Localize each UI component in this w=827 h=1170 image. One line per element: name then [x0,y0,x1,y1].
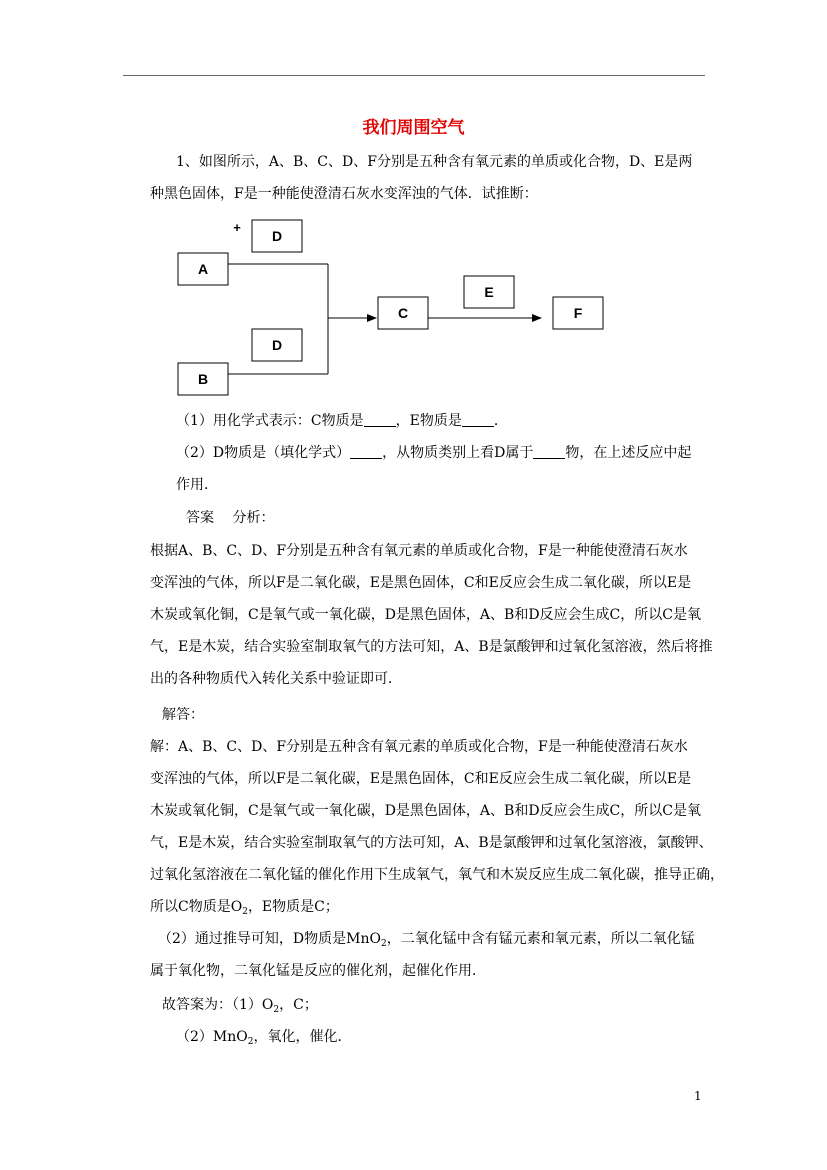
analysis-line: 根据A、B、C、D、F分别是五种含有氧元素的单质或化合物，F是一种能使澄清石灰水 [150,543,688,559]
solution-line: 属于氧化物，二氧化锰是反应的催化剂，起催化作用． [150,963,486,979]
question-2-cont: 作用． [176,477,218,493]
solution-line: 所以C物质是$O_2$，E物质是C； [150,899,339,917]
plus-sign: + [233,220,241,235]
solution-header: 解答： [162,707,204,723]
answer-header: 答案 分析： [186,510,275,526]
label-d-top: D [271,228,283,244]
label-a: A [197,261,209,277]
question-2: （2）D物质是（填化学式） ，从物质类别上看D属于 物，在上述反应中起 [176,445,692,461]
analysis-line: 木炭或氧化铜，C是氧气或一氧化碳，D是黑色固体，A、B和D反应会生成C，所以C是氧 [150,607,701,623]
solution-line: 木炭或氧化铜，C是氧气或一氧化碳，D是黑色固体，A、B和D反应会生成C，所以C是氧 [150,803,701,819]
question-1: （1）用化学式表示：C物质是 ，E物质是 ． [176,413,508,429]
final-answer-2: （2）MnO$_2$，氧化，催化． [176,1029,352,1047]
analysis-line: 变浑浊的气体，所以F是二氧化碳，E是黑色固体，C和E反应会生成二氧化碳，所以E是 [150,575,692,591]
final-answer-1: 故答案为：$(1)O_2$，C； [162,997,318,1015]
analysis-line: 气，E是木炭，结合实验室制取氧气的方法可知，A、B是氯酸钾和过氧化氢溶液，然后将推 [150,639,713,655]
page-title: 我们周围空气 [362,118,465,138]
question-line-2: 种黑色固体，F是一种能使澄清石灰水变浑浊的气体．试推断： [150,186,538,202]
solution-line: 过氧化氢溶液在二氧化锰的催化作用下生成氧气，氧气和木炭反应生成二氧化碳，推导正确， [150,867,724,883]
blank-c [364,412,396,427]
solution-line: 气，E是木炭，结合实验室制取氧气的方法可知，A、B是氯酸钾和过氧化氢溶液，氯酸钾、 [150,835,713,851]
blank-d [350,444,382,459]
blank-class [533,444,565,459]
label-f: F [573,305,583,321]
solution-line: （2）通过推导可知，D物质是MnO$_2$，二氧化锰中含有锰元素和氧元素，所以二氧化锰 [158,931,695,949]
label-d-bottom: D [271,337,283,353]
page-number: 1 [694,1089,702,1103]
solution-line: 解：A、B、C、D、F分别是五种含有氧元素的单质或化合物，F是一种能使澄清石灰水 [150,739,688,755]
label-c: C [397,305,409,321]
label-e: E [484,284,494,300]
analysis-line: 出的各种物质代入转化关系中验证即可． [150,671,402,687]
blank-e [462,412,494,427]
solution-line: 变浑浊的气体，所以F是二氧化碳，E是黑色固体，C和E反应会生成二氧化碳，所以E是 [150,771,692,787]
question-line-1: 1、如图所示，A、B、C、D、F分别是五种含有氧元素的单质或化合物，D、E是两 [176,154,693,170]
label-b: B [197,371,209,387]
